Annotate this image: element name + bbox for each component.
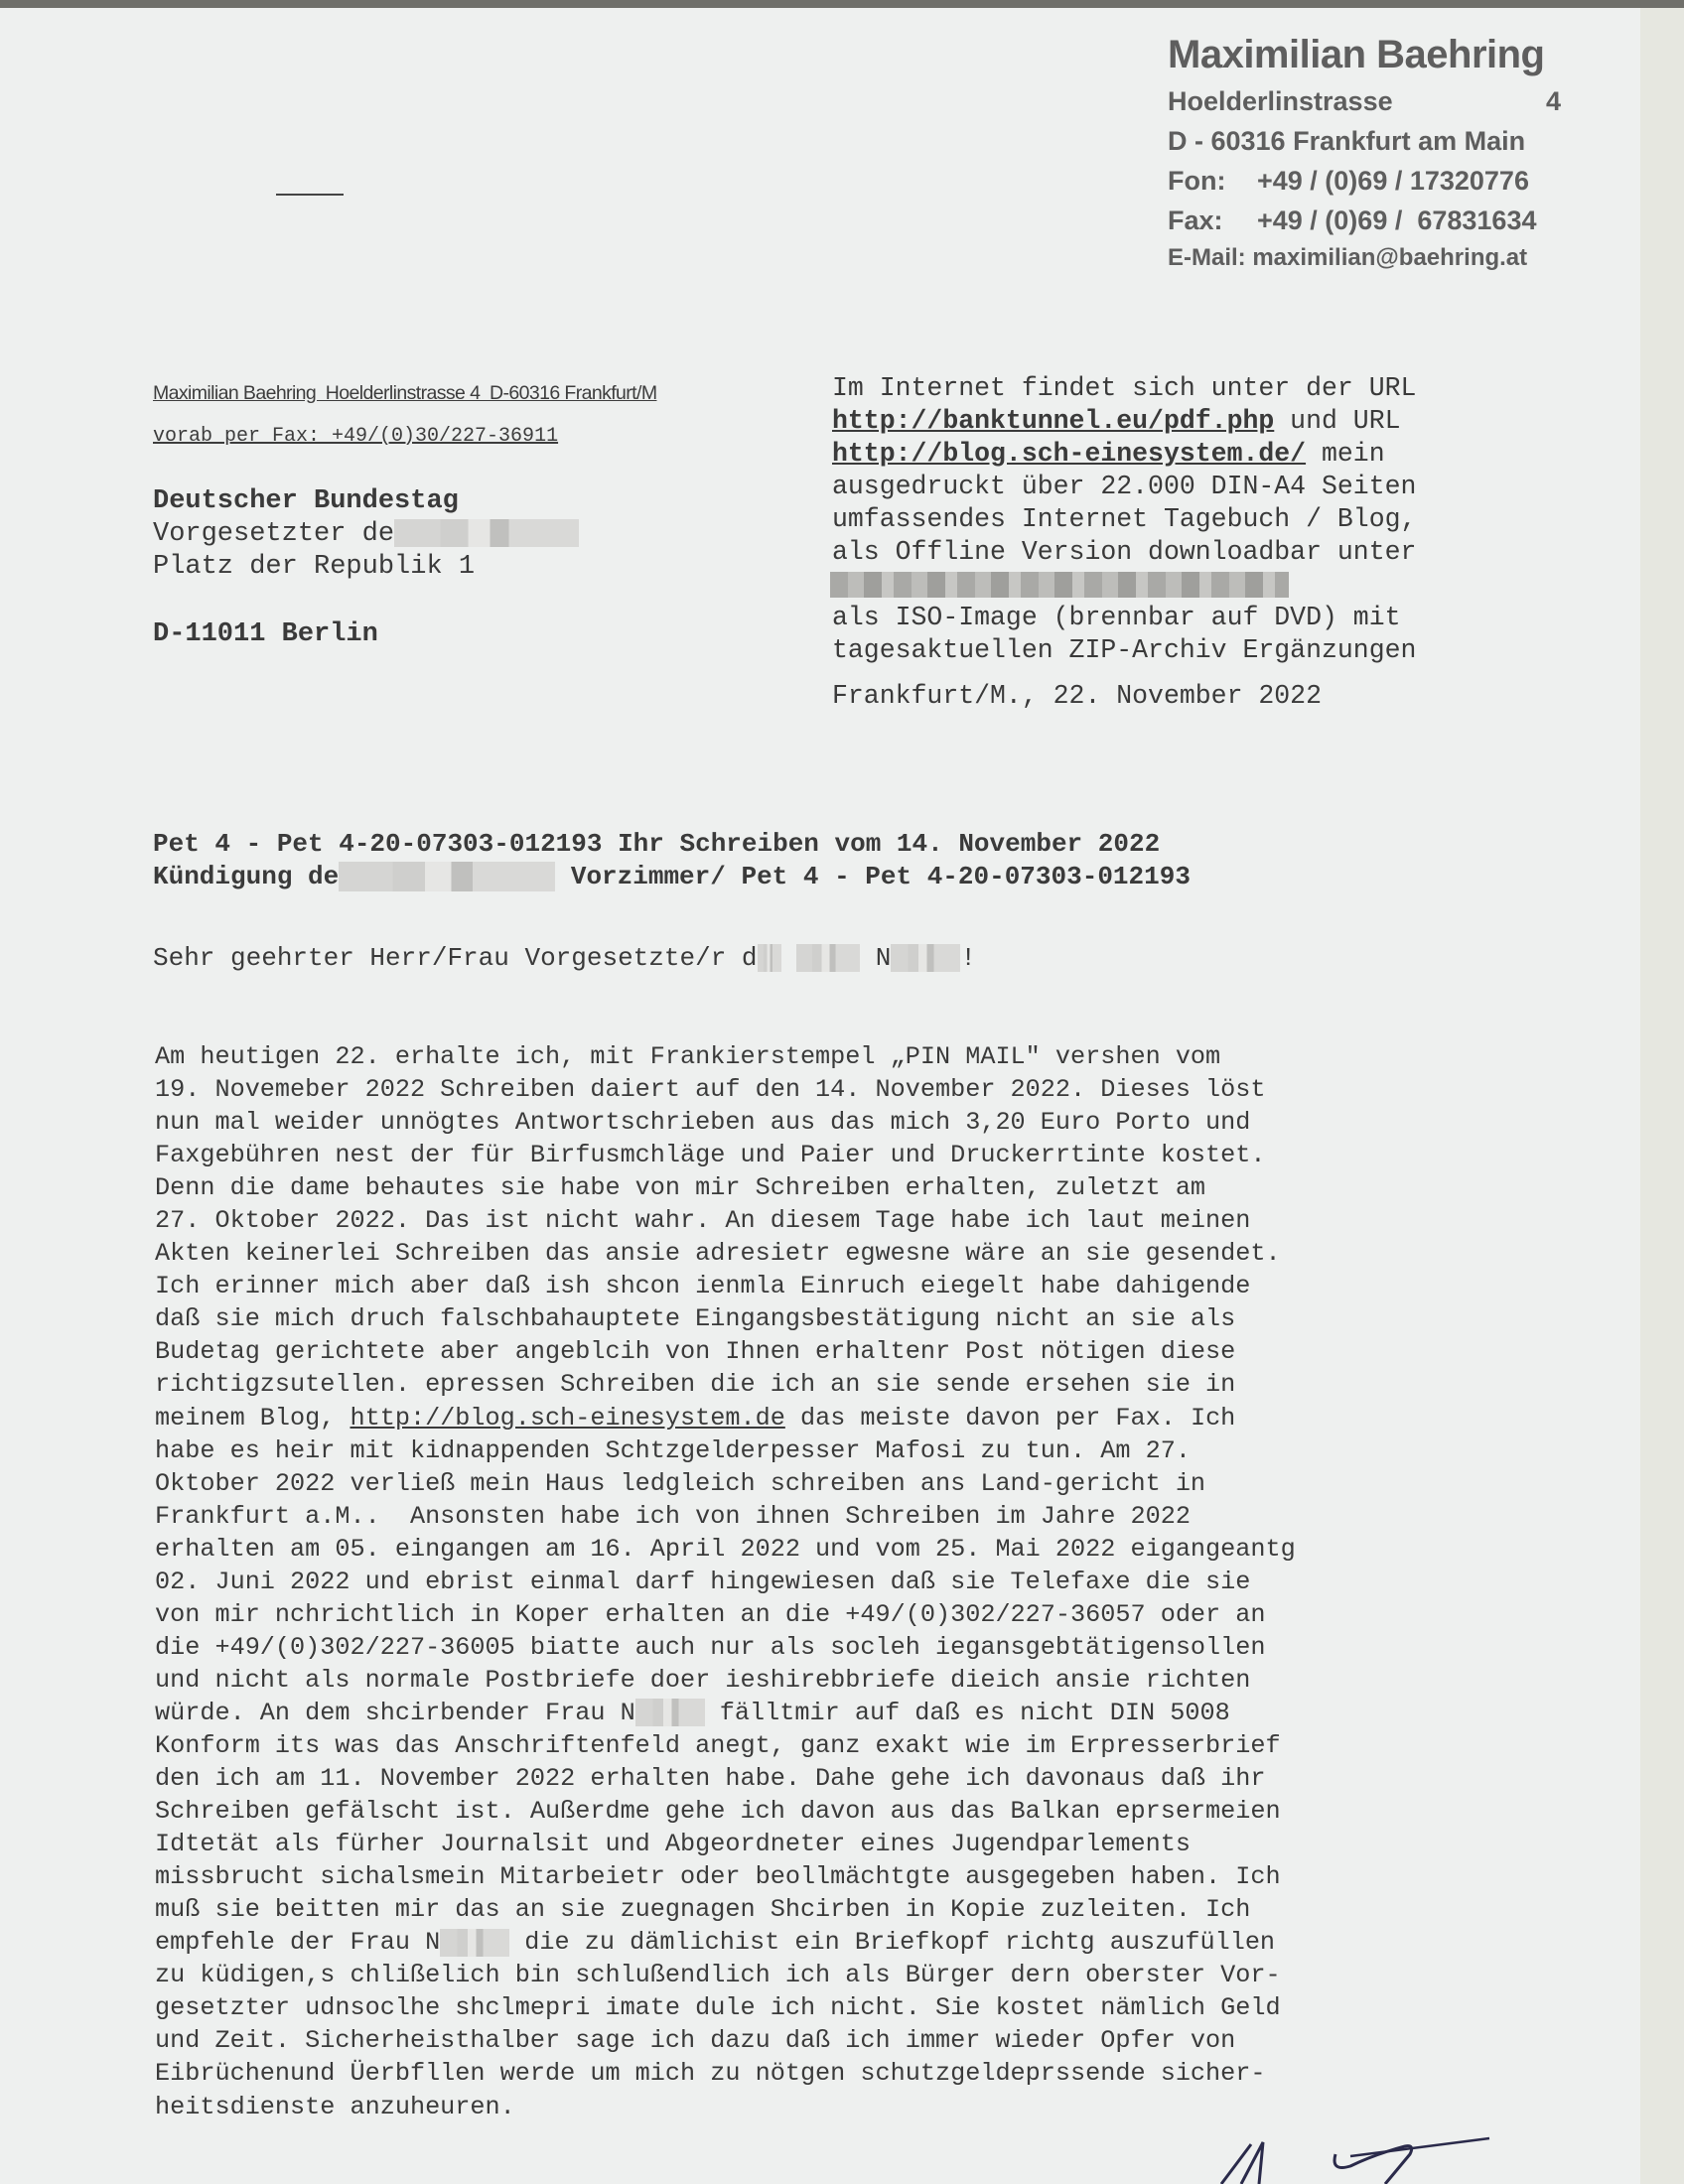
- info-line-2-rest: und URL: [1274, 406, 1401, 436]
- redacted-text: [758, 944, 781, 972]
- letterhead: [1168, 28, 1565, 276]
- redacted-download-url: [830, 572, 1289, 598]
- recipient-city: D-11011 Berlin: [153, 619, 378, 649]
- body-line: [155, 1926, 1505, 1959]
- body-line: erhalten am 05. eingangen am 16. April 2022 und vom 25. Mai 2022 eigangeantg: [155, 1534, 1296, 1564]
- letter-body: [155, 1040, 1505, 2123]
- scan-top-edge: [0, 0, 1684, 8]
- recipient-org: Deutscher Bundestag: [153, 486, 459, 516]
- body-line: den ich am 11. November 2022 erhalten habe. Dahe gehe ich davonaus daß ihr: [155, 1764, 1266, 1794]
- banktunnel-link[interactable]: http://banktunnel.eu/pdf.php: [832, 406, 1275, 436]
- sender-return-line: Maximilian Baehring Hoelderlinstrasse 4 D-60316 Frankfurt/M: [153, 382, 657, 404]
- subject-line-2-start: Kündigung de: [153, 862, 340, 891]
- body-line: habe es heir mit kidnappenden Schtzgelderpesser Mafosi zu tun. Am 27.: [155, 1435, 1191, 1465]
- body-text: fälltmir auf daß es nicht DIN 5008: [704, 1698, 1230, 1727]
- letterhead-city: D - 60316 Frankfurt am Main: [1168, 126, 1526, 156]
- body-text: das meiste davon per Fax. Ich: [784, 1403, 1236, 1433]
- salutation: [153, 943, 976, 973]
- body-line: Faxgebühren nest der für Birfusmchläge und Paier und Druckerrtinte kostet.: [155, 1141, 1266, 1170]
- body-line: daß sie mich druch falschbahauptete Eingangsbestätigung nicht an sie als: [155, 1304, 1236, 1334]
- letterhead-phone: [1168, 161, 1565, 201]
- info-line-9: tagesaktuellen ZIP-Archiv Ergänzungen: [832, 635, 1417, 665]
- salutation-initial: N: [875, 943, 892, 973]
- blog-link-body[interactable]: http://blog.sch-einesystem.de: [350, 1403, 785, 1433]
- body-line: Oktober 2022 verließ mein Haus ledgleich schreiben ans Land-gericht in: [155, 1468, 1206, 1498]
- body-line: 02. Juni 2022 und ebrist einmal darf hingewiesen daß sie Telefaxe die sie: [155, 1567, 1251, 1596]
- body-line: muß sie beitten mir das an sie zuegnagen Shcirben in Kopie zuzleiten. Ich: [155, 1895, 1251, 1925]
- phone-label: Fon:: [1168, 166, 1226, 196]
- body-line: die +49/(0)302/227-36005 biatte auch nur als socleh iegansgebtätigensollen: [155, 1632, 1266, 1662]
- body-text: empfehle der Frau N: [155, 1928, 441, 1958]
- info-line-5: umfassendes Internet Tagebuch / Blog,: [832, 504, 1417, 534]
- letterhead-fax: [1168, 201, 1565, 240]
- subject-line-2-end: Vorzimmer/ Pet 4 - Pet 4-20-07303-012193: [555, 862, 1191, 891]
- subject-line-2: [153, 861, 1191, 893]
- redacted-name: [394, 519, 579, 547]
- body-line: gesetzter udnsoclhe shclmepri imate dule ich nicht. Sie kostet nämlich Geld: [155, 1993, 1281, 2023]
- body-line: richtigzsutellen. epressen Schreiben die ich an sie sende ersehen sie in: [155, 1370, 1236, 1400]
- info-line-2: [832, 405, 1448, 438]
- body-line: Konform its was das Anschriftenfeld anegt, ganz exakt wie im Erpresserbrief: [155, 1730, 1281, 1760]
- info-line-3: [832, 438, 1448, 471]
- letterhead-email: E-Mail: maximilian@baehring.at: [1168, 244, 1528, 271]
- body-line: und nicht als normale Postbriefe doer ieshirebbriefe dieich ansie richten: [155, 1665, 1251, 1695]
- phone-number: +49 / (0)69 / 17320776: [1257, 166, 1529, 196]
- redacted-name: [635, 1699, 705, 1726]
- body-line: nun mal weider unnögtes Antwortschrieben aus das mich 3,20 Euro Porto und: [155, 1108, 1251, 1138]
- info-line-4: ausgedruckt über 22.000 DIN-A4 Seiten: [832, 472, 1417, 501]
- fax-notice: vorab per Fax: +49/(0)30/227-36911: [153, 425, 559, 448]
- body-text: würde. An dem shcirbender Frau N: [155, 1698, 635, 1727]
- body-line: Schreiben gefälscht ist. Außerdme gehe ich davon aus das Balkan eprsermeien: [155, 1797, 1281, 1827]
- fax-label: Fax:: [1168, 205, 1223, 235]
- body-line: [155, 1697, 1505, 1729]
- body-line: Am heutigen 22. erhalte ich, mit Frankierstempel „PIN MAIL" vershen vom: [155, 1042, 1221, 1071]
- info-line-6: als Offline Version downloadbar unter: [832, 537, 1417, 567]
- body-line: Akten keinerlei Schreiben das ansie adresietr egwesne wäre an sie gesendet.: [155, 1239, 1281, 1269]
- recipient-line2: [153, 517, 579, 551]
- body-line: Budetag gerichtete aber angeblcih von Ihnen erhaltenr Post nötigen diese: [155, 1337, 1236, 1367]
- blog-link[interactable]: http://blog.sch-einesystem.de/: [832, 439, 1307, 469]
- body-line: [155, 1402, 1505, 1434]
- salutation-end: !: [960, 943, 976, 973]
- letterhead-street-name: Hoelderlinstrasse: [1168, 86, 1393, 116]
- body-line: von mir nchrichtlich in Koper erhalten an die +49/(0)302/227-36057 oder an: [155, 1599, 1266, 1629]
- letterhead-street: [1168, 81, 1565, 121]
- body-line: und Zeit. Sicherheisthalber sage ich dazu daß ich immer wieder Opfer von: [155, 2026, 1236, 2056]
- fold-mark: [276, 194, 344, 196]
- recipient-line2-text: Vorgesetzter de: [153, 519, 395, 549]
- redacted-name: [440, 1929, 509, 1957]
- body-line: Frankfurt a.M.. Ansonsten habe ich von ihnen Schreiben im Jahre 2022: [155, 1501, 1191, 1531]
- body-text: meinem Blog,: [155, 1403, 351, 1433]
- body-line: heitsdienste anzuheuren.: [155, 2092, 515, 2121]
- redacted-text: [796, 944, 860, 972]
- body-line: Idtetät als fürher Journalsit und Abgeordneter eines Jugendparlements: [155, 1830, 1191, 1859]
- letter-date: Frankfurt/M., 22. November 2022: [832, 681, 1322, 711]
- info-line-8: als ISO-Image (brennbar auf DVD) mit: [832, 603, 1401, 632]
- body-line: 19. Novemeber 2022 Schreiben daiert auf den 14. November 2022. Dieses löst: [155, 1075, 1266, 1105]
- info-block: [832, 372, 1448, 667]
- scan-right-edge: [1640, 8, 1684, 2184]
- body-line: zu küdigen,s chlißelich bin schlußendlich ich als Bürger dern oberster Vor-: [155, 1961, 1281, 1990]
- body-line: missbrucht sichalsmein Mitarbeietr oder beollmächtgte ausgegeben haben. Ich: [155, 1862, 1281, 1892]
- letterhead-name: Maximilian Baehring: [1168, 33, 1545, 76]
- letterhead-street-number: 4: [1545, 86, 1561, 116]
- body-text: die zu dämlichist ein Briefkopf richtg auszufüllen: [509, 1928, 1276, 1958]
- handwritten-signature: [1201, 2124, 1499, 2184]
- body-line: Ich erinner mich aber daß ish shcon ienmla Einruch eiegelt habe dahigende: [155, 1272, 1251, 1301]
- info-line-3-rest: mein: [1306, 439, 1385, 469]
- redacted-name: [339, 862, 555, 891]
- body-line: Denn die dame behautes sie habe von mir Schreiben erhalten, zuletzt am: [155, 1173, 1206, 1203]
- fax-number: +49 / (0)69 / 67831634: [1257, 205, 1537, 235]
- salutation-start: Sehr geehrter Herr/Frau Vorgesetzte/r d: [153, 943, 758, 973]
- subject-line-1: Pet 4 - Pet 4-20-07303-012193 Ihr Schreiben vom 14. November 2022: [153, 829, 1161, 859]
- info-line-1: Im Internet findet sich unter der URL: [832, 373, 1417, 403]
- redacted-text: [891, 944, 960, 972]
- body-line: Eibrüchenund Üerbfllen werde um mich zu nötgen schutzgeldeprssende sicher-: [155, 2059, 1266, 2089]
- subject: [153, 828, 1191, 893]
- body-line: 27. Oktober 2022. Das ist nicht wahr. An diesem Tage habe ich laut meinen: [155, 1206, 1251, 1236]
- recipient-street: Platz der Republik 1: [153, 552, 476, 582]
